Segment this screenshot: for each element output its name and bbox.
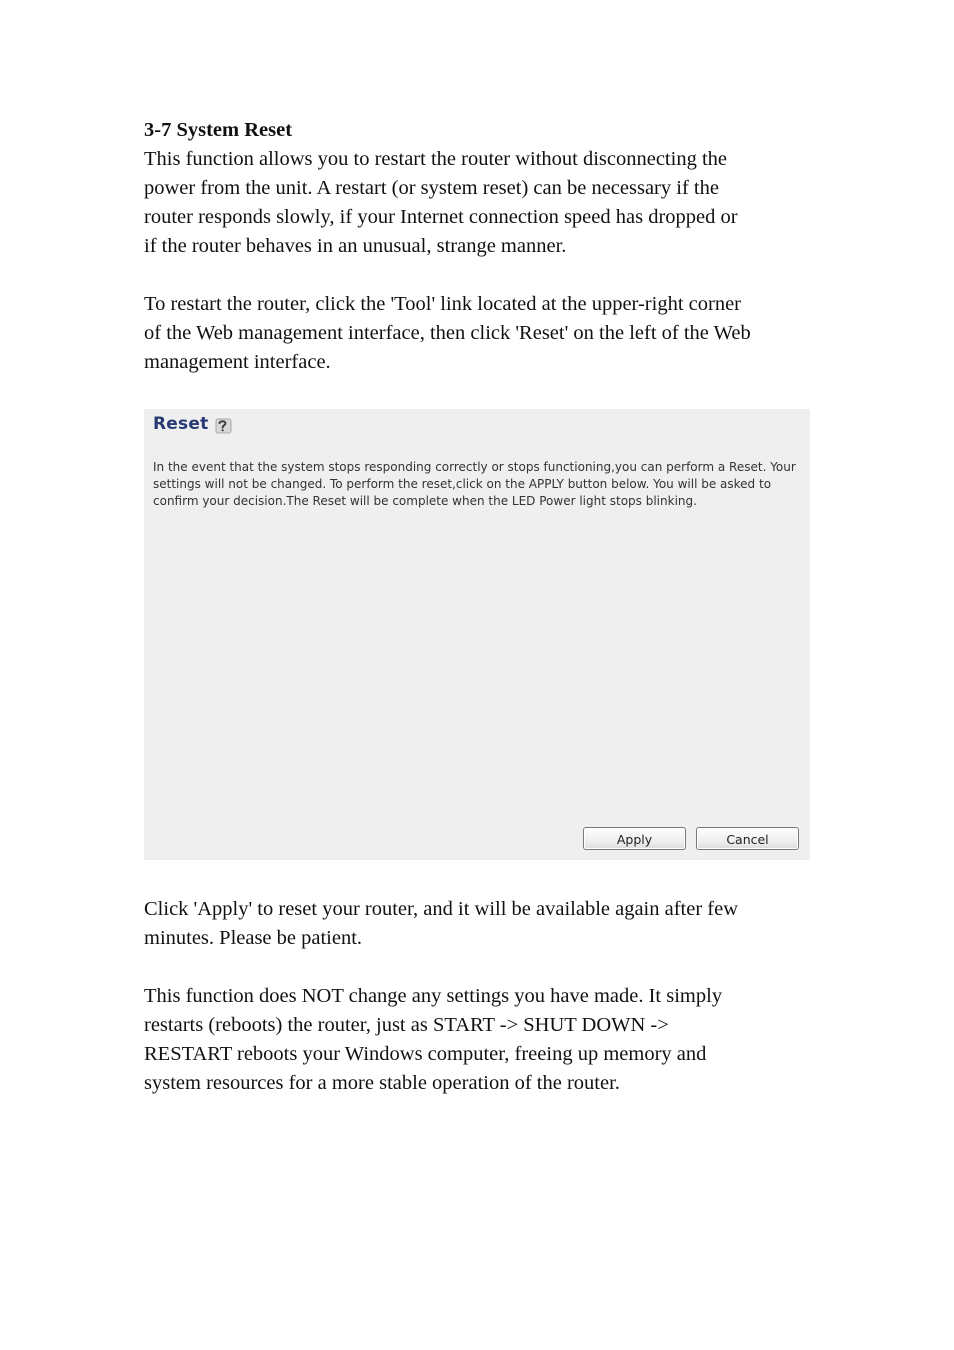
instructions-line: To restart the router, click the 'Tool' link located at the upper-right corner (144, 293, 741, 315)
help-question-icon[interactable] (213, 415, 233, 435)
instructions-line: of the Web management interface, then click 'Reset' on the left of the Web (144, 322, 751, 344)
apply-button[interactable]: Apply (583, 827, 686, 850)
reset-description-line: settings will not be changed. To perform the reset,click on the APPLY button below. You will be asked to (153, 477, 772, 491)
settings-note-line: system resources for a more stable operation of the router. (144, 1072, 620, 1094)
settings-note-line: RESTART reboots your Windows computer, freeing up memory and (144, 1043, 707, 1065)
reset-panel-header (153, 412, 233, 435)
settings-note-line: restarts (reboots) the router, just as START -> SHUT DOWN -> (144, 1014, 669, 1036)
reset-panel-title: Reset (153, 413, 209, 434)
settings-note-paragraph (144, 982, 814, 1098)
intro-line: router responds slowly, if your Internet connection speed has dropped or (144, 206, 738, 228)
settings-note-line: This function does NOT change any settings you have made. It simply (144, 985, 723, 1007)
intro-line: power from the unit. A restart (or system reset) can be necessary if the (144, 177, 719, 199)
instructions-paragraph (144, 290, 814, 377)
document-body (144, 116, 814, 377)
apply-note-line: minutes. Please be patient. (144, 927, 363, 949)
instructions-line: management interface. (144, 351, 331, 373)
section-title: 3-7 System Reset (144, 119, 293, 141)
apply-note-line: Click 'Apply' to reset your router, and it will be available again after few (144, 898, 739, 920)
reset-description (153, 459, 803, 510)
intro-line: if the router behaves in an unusual, strange manner. (144, 235, 567, 257)
cancel-button[interactable]: Cancel (696, 827, 799, 850)
document-body-continued (144, 895, 814, 1098)
intro-paragraph (144, 145, 814, 261)
reset-description-line: confirm your decision.The Reset will be complete when the LED Power light stops blinking. (153, 494, 697, 508)
reset-description-line: In the event that the system stops responding correctly or stops functioning,you can perform a Reset. Your (153, 460, 796, 474)
intro-line: This function allows you to restart the router without disconnecting the (144, 148, 727, 170)
apply-note-paragraph (144, 895, 814, 953)
reset-screenshot-panel (144, 409, 810, 860)
